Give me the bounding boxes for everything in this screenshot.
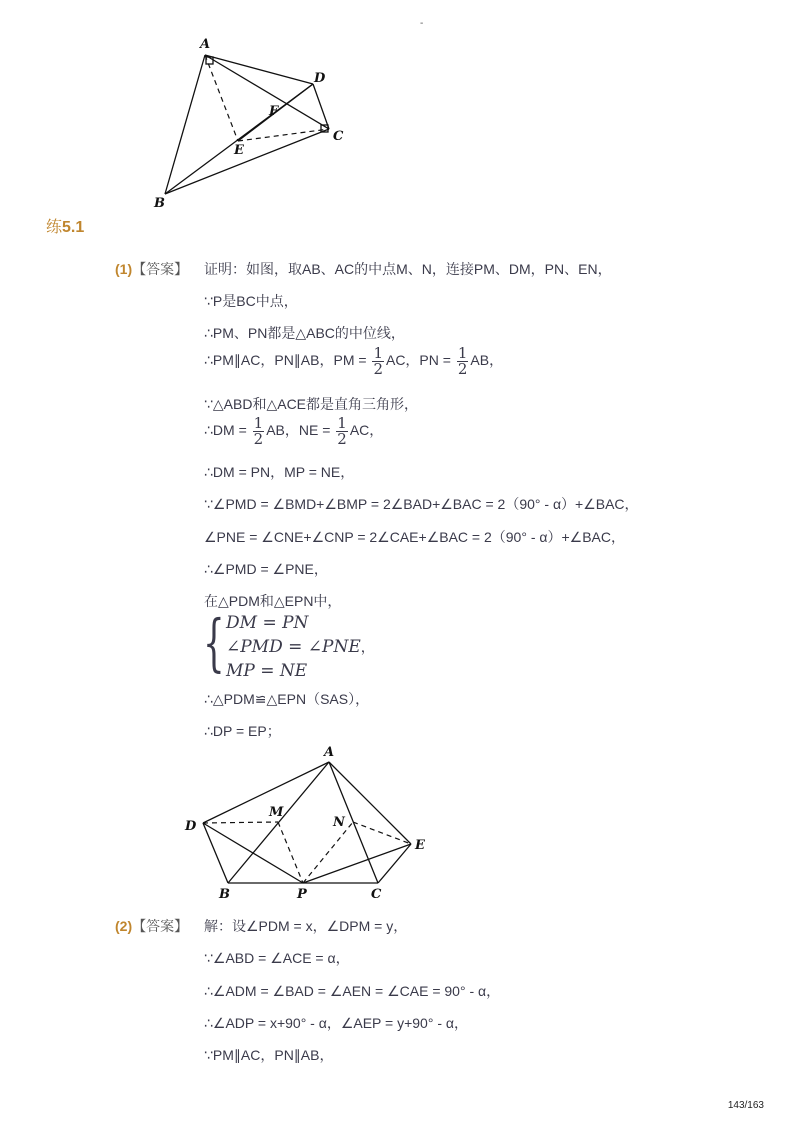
solution-line-2: ∵∠ABD = ∠ACE = α， [204, 950, 350, 966]
fraction-half: $\frac{1}{2}$ [253, 414, 264, 448]
proof-line-equal-sides: ∴DM = PN，MP = NE， [204, 464, 355, 480]
system-row-2: ∠PMD = ∠PNE， [226, 637, 375, 657]
proof-line-congruent: ∴△PDM≌△EPN（SAS）， [204, 691, 370, 707]
figure-2-label-m: M [269, 805, 284, 820]
solution-line-3: ∴∠ADM = ∠BAD = ∠AEN = ∠CAE = 90° - α， [204, 983, 501, 999]
figure-2-label-a: A [324, 745, 335, 760]
part-1-label: (1)【答案】 [115, 261, 189, 277]
proof-line-right-triangles: ∵△ABD和△ACE都是直角三角形， [204, 396, 419, 412]
proof-line-angles-equal: ∴∠PMD = ∠PNE， [204, 561, 328, 577]
figure-1-label-c: C [333, 129, 344, 144]
system-brace: { [203, 606, 225, 679]
fraction-half: $\frac{1}{2}$ [337, 414, 347, 448]
figure-1-label-a: A [200, 37, 211, 52]
solution-line-5: ∵PM∥AC，PN∥AB， [204, 1047, 334, 1063]
proof-line-angle-pmd: ∵∠PMD = ∠BMD+∠BMP = 2∠BAD+∠BAC = 2（90° - α）+∠BAC， [204, 496, 639, 512]
figure-2-label-e: E [415, 838, 425, 853]
figure-2-label-p: P [297, 887, 307, 902]
figure-1-label-d: D [314, 71, 326, 86]
part-2-label: (2)【答案】 [115, 918, 189, 934]
proof-line-dm-ne: ∴DM = $\frac{1}{2}$ AB，NE = $\frac{1}{2}$ AC， [204, 414, 384, 448]
system-row-1: DM = PN [226, 613, 309, 633]
solution-line-4: ∴∠ADP = x+90° - α，∠AEP = y+90° - α， [204, 1015, 468, 1031]
figure-1-label-e: E [234, 143, 244, 158]
solution-line-1: 解：设∠PDM = x，∠DPM = y， [204, 918, 408, 934]
header-mark: - [420, 18, 424, 29]
proof-line-1: 证明：如图，取AB、AC的中点M、N，连接PM、DM，PN、EN， [204, 261, 612, 277]
figure-2-label-d: D [185, 819, 197, 834]
figure-2-label-n: N [333, 815, 345, 830]
figure-2-label-c: C [371, 887, 382, 902]
figure-2 [175, 738, 445, 903]
proof-line-angle-pne: ∠PNE = ∠CNE+∠CNP = 2∠CAE+∠BAC = 2（90° - α）+∠BAC， [204, 529, 625, 545]
fraction-half: $\frac{1}{2}$ [373, 344, 383, 378]
fraction-half: $\frac{1}{2}$ [457, 344, 468, 378]
figure-1-label-b: B [154, 196, 165, 211]
proof-line-2: ∵P是BC中点， [204, 293, 298, 309]
page-number: 143/163 [727, 1100, 764, 1111]
figure-1 [140, 30, 370, 215]
proof-line-in-triangles: 在△PDM和△EPN中， [204, 593, 342, 609]
system-row-3: MP = NE [226, 661, 308, 681]
proof-line-midline-parallel: ∴PM∥AC，PN∥AB，PM = $\frac{1}{2}$ AC，PN = $\frac{1}{2}$ AB， [204, 344, 504, 378]
proof-line-3: ∴PM、PN都是△ABC的中位线， [204, 325, 405, 341]
figure-2-label-b: B [219, 887, 230, 902]
section-title: 练5.1 [46, 219, 85, 236]
proof-line-conclusion: ∴DP = EP； [204, 723, 281, 739]
figure-1-label-f: F [269, 104, 279, 119]
